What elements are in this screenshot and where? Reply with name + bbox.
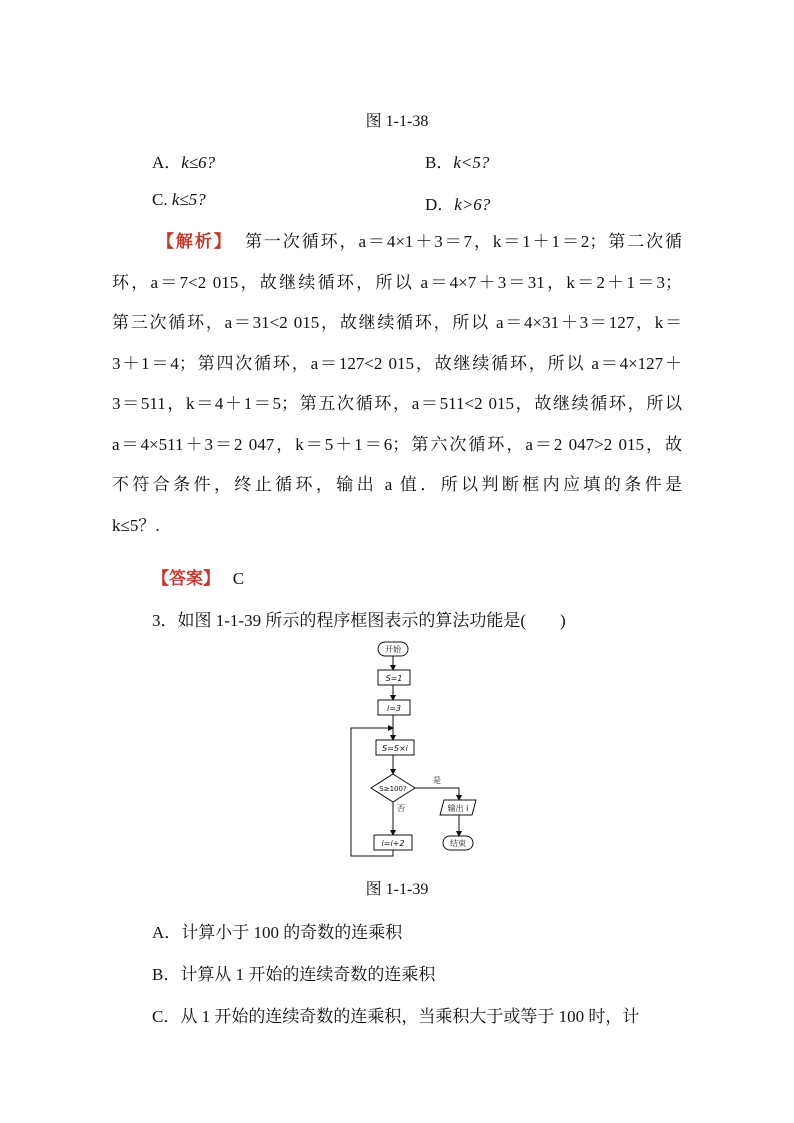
option-letter: D． [425,195,455,214]
analysis-line-3: 第三次循环，a＝31<2 015，故继续循环，所以 a＝4×31＋3＝127，k＝ [112,313,682,332]
flowchart-end-label: 结束 [450,839,466,848]
option-letter: B． [425,153,454,172]
option-text: k≤6? [181,153,216,172]
analysis-line-8: k≤5？. [112,515,160,535]
option-letter: C． [152,1007,181,1026]
option-d[interactable] [425,190,490,215]
analysis-line-5: 3＝511，k＝4＋1＝5；第五次循环，a＝511<2 015，故继续循环，所以 [112,394,682,413]
analysis-line-4: 3＋1＝4；第四次循环，a＝127<2 015，故继续循环，所以 a＝4×127＋ [112,353,682,373]
flowchart-increment-label: i=i+2 [381,839,405,848]
flowchart-no-label: 否 [397,804,405,813]
flowchart-start-label: 开始 [385,645,401,654]
option-text: k≤5? [171,190,206,209]
option-text: k>6? [454,195,491,214]
analysis-paragraph [112,222,682,546]
option-letter: A． [152,923,182,942]
answer-line [152,564,244,589]
analysis-tag: 【解析】 [157,232,233,252]
option-b[interactable] [425,148,489,173]
option-text: 计算从 1 开始的连续奇数的连乘积 [180,965,436,984]
option-letter: B． [152,965,181,984]
option-a[interactable] [152,148,215,173]
figure-caption-1-1-39: 图 1-1-39 [365,881,429,898]
answer-value: C [232,569,245,588]
flowchart-s-init-label: S=1 [385,674,403,683]
question-3-stem: 3．如图 1-1-39 所示的程序框图表示的算法功能是( ) [152,611,566,630]
q3-option-a[interactable] [152,918,402,943]
flowchart [0,630,794,890]
flowchart-yes-label: 是 [433,776,441,785]
analysis-line-7: 不符合条件，终止循环，输出 a 值．所以判断框内应填的条件是 [112,475,682,494]
option-letter: C. [152,190,172,209]
flowchart-output-label: 输出 i [447,804,469,813]
option-c[interactable] [152,190,206,210]
q3-option-b[interactable] [152,960,435,985]
flowchart-condition-label: S≥100? [379,785,407,793]
q3-option-c[interactable] [152,1002,639,1027]
option-letter: A． [152,153,182,172]
answer-tag: 【答案】 [152,569,220,589]
analysis-line-2: 环，a＝7<2 015，故继续循环，所以 a＝4×7＋3＝31，k＝2＋1＝3； [112,272,682,292]
flowchart-i-init-label: i=3 [386,704,402,713]
analysis-line-6: a＝4×511＋3＝2 047，k＝5＋1＝6；第六次循环，a＝2 047>2 015，故 [112,434,682,454]
figure-caption-1-1-38: 图 1-1-38 [365,113,429,130]
flowchart-multiply-label: S=S×i [382,744,408,753]
analysis-line-1: 【解析】 第一次循环，a＝4×1＋3＝7，k＝1＋1＝2；第二次循 [157,232,683,252]
option-text: k<5? [453,153,490,172]
option-text: 计算小于 100 的奇数的连乘积 [181,923,403,942]
option-text: 从 1 开始的连续奇数的连乘积，当乘积大于或等于 100 时，计 [180,1007,640,1026]
flowchart-yes-path [415,788,459,800]
